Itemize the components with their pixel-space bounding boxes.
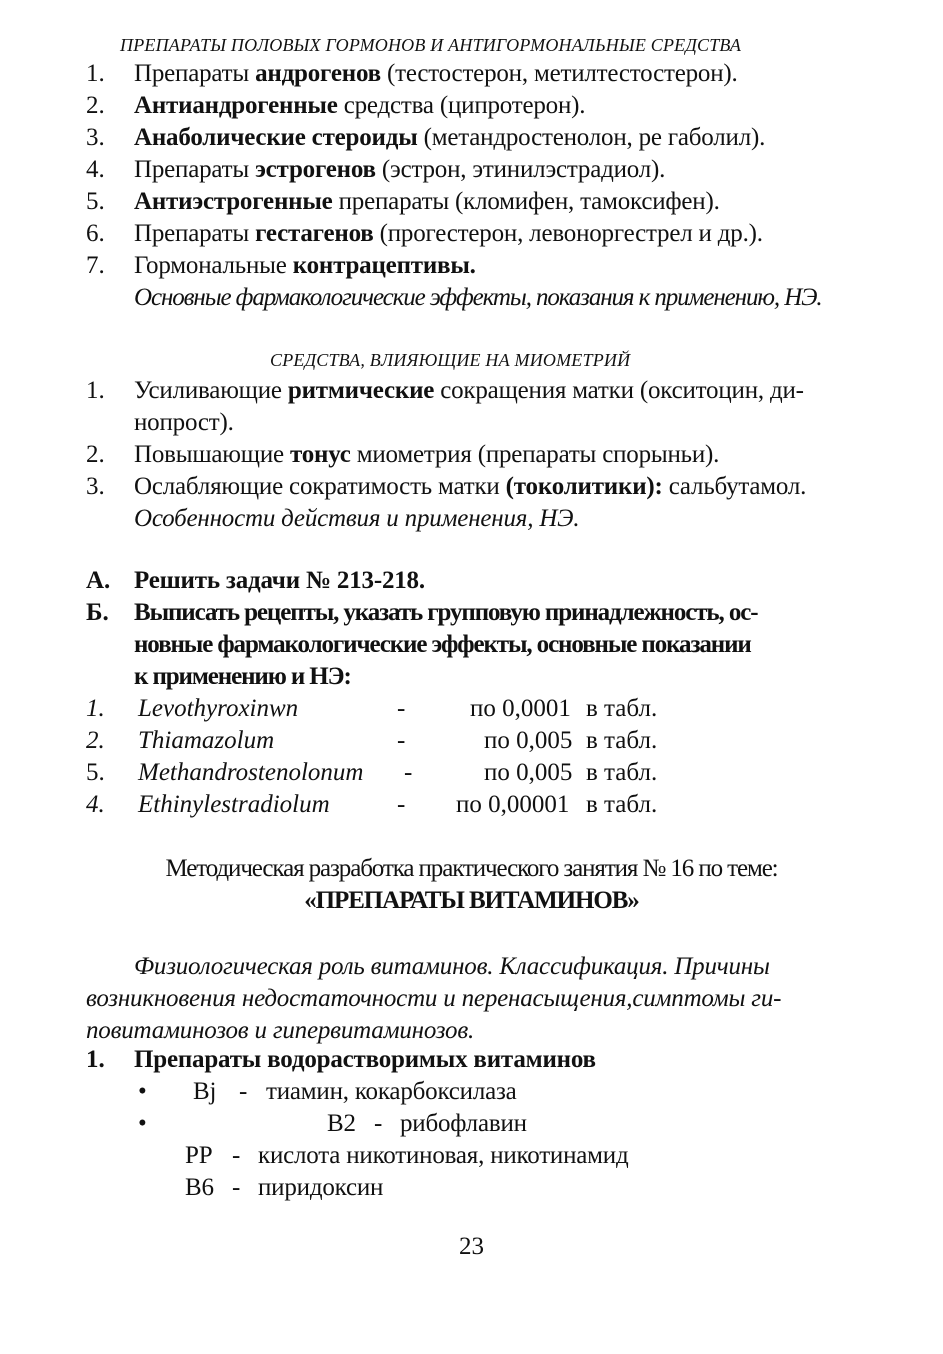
vitamin-code: B2 <box>327 1110 356 1137</box>
item-text: (метандростенолон, ре габолил). <box>417 124 766 151</box>
list-number: 3. <box>86 473 105 500</box>
rx-dash: - <box>397 695 406 722</box>
vitamin-names: пиридоксин <box>258 1174 384 1201</box>
item-text: Препараты <box>134 60 256 87</box>
list-number: 1. <box>86 377 105 404</box>
vitamin-code: PP <box>185 1142 213 1169</box>
item-bold-term: (токолитики): <box>505 473 663 500</box>
rx-drug-name: Ethinylestradiolum <box>138 791 330 818</box>
paragraph-line: Физиологическая роль витаминов. Классификация. Причины <box>134 953 770 980</box>
list-item <box>134 154 665 186</box>
rx-dash: - <box>397 791 406 818</box>
task-text: новные фармакологические эффекты, основные показании <box>134 631 751 658</box>
list-number: 2. <box>86 441 105 468</box>
section-header-sex-hormones: ПРЕПАРАТЫ ПОЛОВЫХ ГОРМОНОВ И АНТИГОРМОНАЛЬНЫЕ СРЕДСТВА <box>120 35 742 55</box>
bullet-icon: • <box>138 1110 147 1137</box>
item-text: Препараты <box>134 156 256 183</box>
item-bold-term: Анаболические стероиды <box>134 124 418 151</box>
list-item <box>134 122 765 154</box>
item-bold-term: гестагенов <box>255 220 374 247</box>
vitamin-dash: - <box>232 1142 241 1169</box>
list-number: 3. <box>86 124 105 151</box>
bullet-icon: • <box>138 1078 147 1105</box>
vitamin-dash: - <box>374 1110 383 1137</box>
list-item-continuation: нопрост). <box>134 409 234 436</box>
section-note: Особенности действия и применения, НЭ. <box>134 505 580 532</box>
item-text: (эстрон, этинилэстрадиол). <box>375 156 666 183</box>
lesson-intro: Методическая разработка практического занятия № 16 по теме: <box>165 855 778 882</box>
item-text: сальбутамол. <box>662 473 807 500</box>
task-text: Выписать рецепты, указать групповую принадлежность, ос- <box>134 599 758 626</box>
item-text: средства (ципротерон). <box>337 92 586 119</box>
list-number: 2. <box>86 92 105 119</box>
rx-number: 4. <box>86 791 105 818</box>
rx-dose: по 0,005 <box>484 727 573 754</box>
task-text: Решить задачи № 213-218. <box>134 567 425 594</box>
paragraph-line: возникновения недостаточности и перенасыщения,симптомы ги- <box>86 985 782 1012</box>
list-number: 5. <box>86 188 105 215</box>
task-text: к применению и НЭ: <box>134 663 351 690</box>
rx-drug-name: Levothyroxinwn <box>138 695 299 722</box>
rx-dash: - <box>397 727 406 754</box>
item-bold-term: эстрогенов <box>255 156 376 183</box>
list-item <box>134 471 806 503</box>
list-item <box>134 439 719 471</box>
rx-number: 1. <box>86 695 105 722</box>
list-number: 4. <box>86 156 105 183</box>
item-text: Препараты <box>134 220 256 247</box>
list-item <box>134 250 476 282</box>
item-bold-term: Антиэстрогенные <box>134 188 333 215</box>
rx-dose: по 0,00001 <box>456 791 570 818</box>
item-bold-term: ритмические <box>287 377 435 404</box>
item-bold-term: андрогенов <box>255 60 381 87</box>
rx-dose: по 0,005 <box>484 759 573 786</box>
item-bold-term: контрацептивы. <box>292 252 476 279</box>
item-text: (прогестерон, левоноргестрел и др.). <box>373 220 763 247</box>
item-text: Ослабляющие сократимость матки <box>134 473 506 500</box>
vitamin-code: B6 <box>185 1174 214 1201</box>
item-bold-term: тонус <box>289 441 351 468</box>
rx-form: в табл. <box>586 695 658 722</box>
rx-dash: - <box>404 759 413 786</box>
vitamin-dash: - <box>232 1174 241 1201</box>
rx-number: 2. <box>86 727 105 754</box>
rx-drug-name: Thiamazolum <box>138 727 275 754</box>
list-item <box>134 58 738 90</box>
list-item <box>134 90 585 122</box>
item-text: Гормональные <box>134 252 293 279</box>
list-item <box>134 218 763 250</box>
vitamin-names: рибофлавин <box>400 1110 527 1137</box>
list-item <box>134 375 804 407</box>
vitamin-code: Bj <box>193 1078 217 1105</box>
task-letter: А. <box>86 567 111 594</box>
item-bold-term: Антиандрогенные <box>134 92 338 119</box>
item-text: (тестостерон, метилтестостерон). <box>380 60 738 87</box>
vitamin-names: кислота никотиновая, никотинамид <box>258 1142 629 1169</box>
section-note: Основные фармакологические эффекты, показания к применению, НЭ. <box>134 284 822 311</box>
paragraph-line: повитаминозов и гипервитаминозов. <box>86 1017 475 1044</box>
item-text: Усиливающие <box>134 377 288 404</box>
item-text: препараты (кломифен, тамоксифен). <box>332 188 720 215</box>
task-letter: Б. <box>86 599 109 626</box>
page-number: 23 <box>459 1233 484 1260</box>
vitamin-group-title: Препараты водорастворимых витаминов <box>134 1046 596 1073</box>
list-item <box>134 186 720 218</box>
lesson-title: «ПРЕПАРАТЫ ВИТАМИНОВ» <box>304 887 639 914</box>
rx-form: в табл. <box>586 791 658 818</box>
rx-form: в табл. <box>586 759 658 786</box>
vitamin-dash: - <box>239 1078 248 1105</box>
rx-drug-name: Methandrostenolonum <box>138 759 364 786</box>
rx-form: в табл. <box>586 727 658 754</box>
item-text: миометрия (препараты спорыньи). <box>350 441 720 468</box>
rx-number: 5. <box>86 759 105 786</box>
rx-dose: по 0,0001 <box>470 695 571 722</box>
list-number: 6. <box>86 220 105 247</box>
list-number: 1. <box>86 1046 105 1073</box>
item-text: сокращения матки (окситоцин, ди- <box>434 377 804 404</box>
section-header-myometrium: СРЕДСТВА, ВЛИЯЮЩИЕ НА МИОМЕТРИЙ <box>270 350 631 370</box>
item-text: Повышающие <box>134 441 290 468</box>
list-number: 1. <box>86 60 105 87</box>
list-number: 7. <box>86 252 105 279</box>
vitamin-names: тиамин, кокарбоксилаза <box>266 1078 517 1105</box>
